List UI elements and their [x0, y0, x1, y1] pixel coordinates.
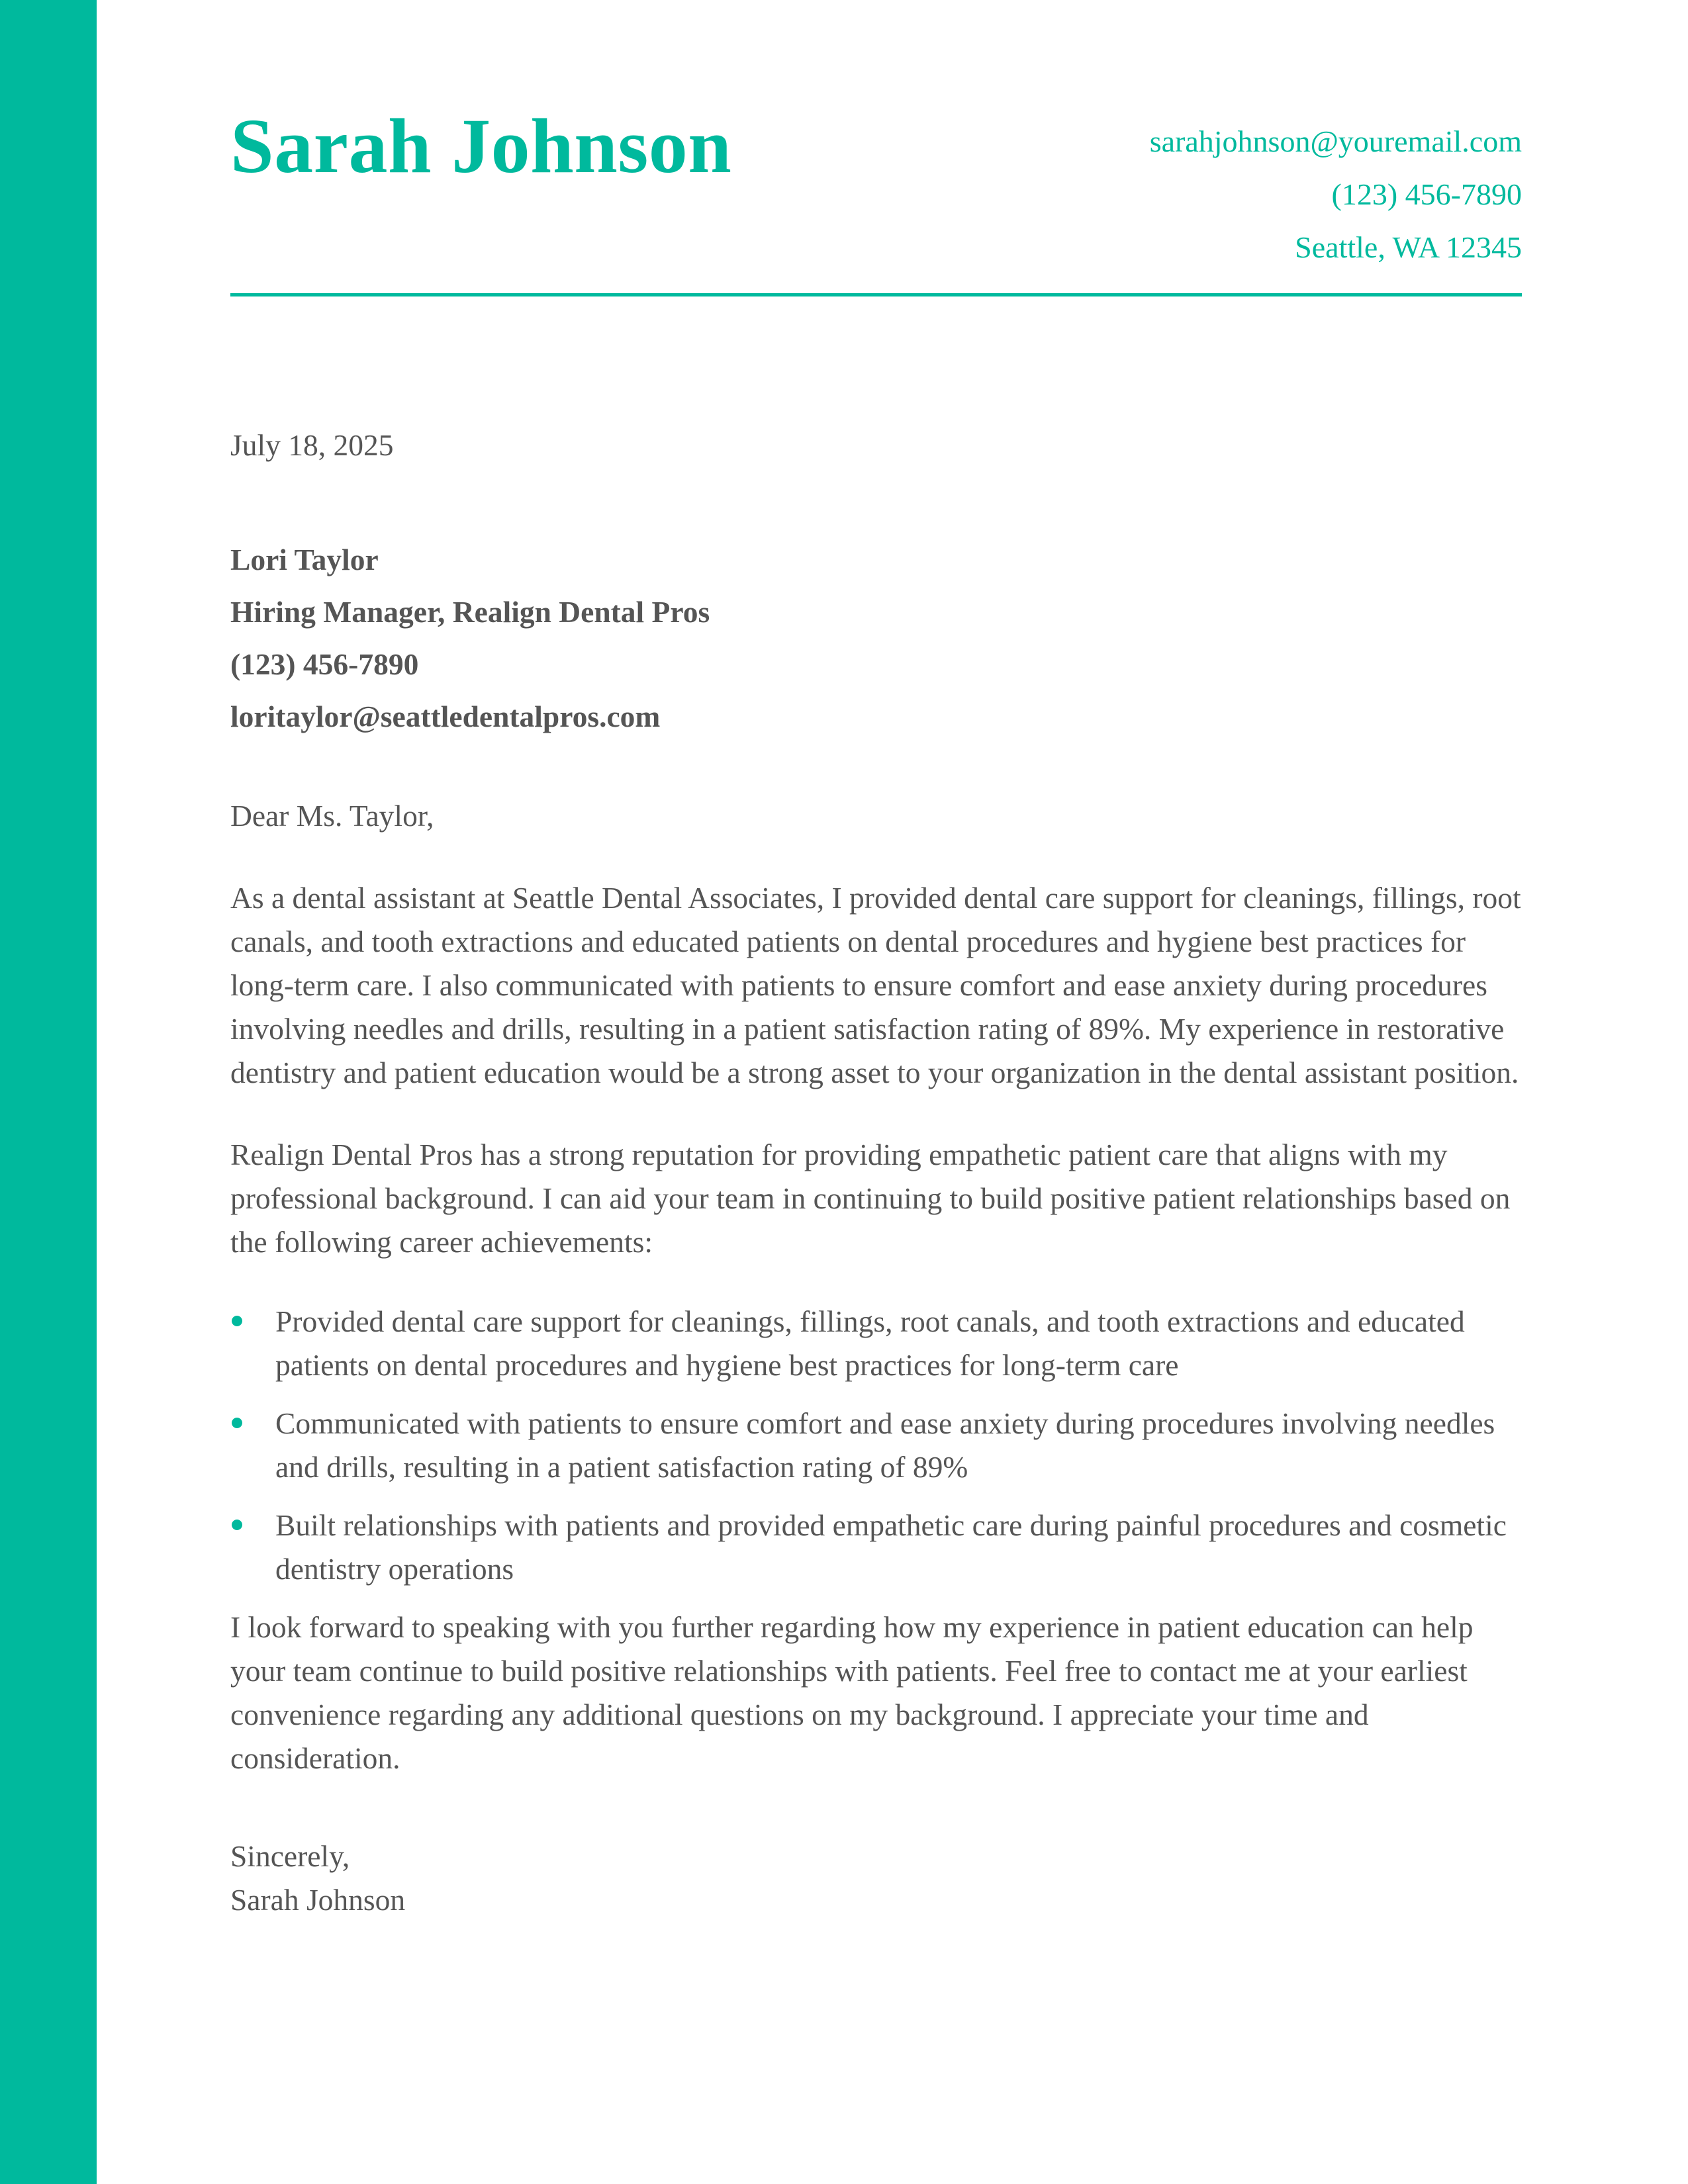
header-divider: [230, 293, 1522, 296]
recipient-email: loritaylor@seattledentalpros.com: [230, 700, 661, 733]
achievement-text: Communicated with patients to ensure comfort and ease anxiety during procedures involving needles and drills, resulting in a patient satisfaction rating of 89%: [275, 1406, 1495, 1484]
recipient-name: Lori Taylor: [230, 543, 379, 576]
signature-name: Sarah Johnson: [230, 1883, 406, 1917]
list-item: [230, 1504, 1522, 1591]
sign-off-block: [230, 1835, 1522, 1922]
recipient-title: Hiring Manager, Realign Dental Pros: [230, 595, 710, 629]
paragraph-intro: As a dental assistant at Seattle Dental Associates, I provided dental care support for cleanings, fillings, root canals, and tooth extractions and educated patients on dental procedures and hygiene best practices for long-term care. I also communicated with patients to ensure comfort and ease anxiety during procedures involving needles and drills, resulting in a patient satisfaction rating of 89%. My experience in restorative dentistry and patient education would be a strong asset to your organization in the dental assistant position.: [230, 881, 1521, 1089]
recipient-block: [230, 533, 1522, 743]
letter-header: [230, 0, 1522, 296]
sender-email: sarahjohnson@youremail.com: [1149, 124, 1522, 158]
bullet-dot-icon: [232, 1418, 242, 1428]
salutation: Dear Ms. Taylor,: [230, 799, 434, 833]
paragraph-closing: I look forward to speaking with you further regarding how my experience in patient education can help your team continue to build positive relationships with patients. Feel free to contact me at your earliest convenience regarding any additional questions on my background. I appreciate your time and consideration.: [230, 1610, 1474, 1775]
letter-body: [230, 424, 1522, 1922]
achievements-list: [230, 1300, 1522, 1591]
list-item: [230, 1402, 1522, 1489]
sender-name: Sarah Johnson: [230, 103, 732, 189]
list-item: [230, 1300, 1522, 1387]
sender-contact-block: [1150, 115, 1522, 274]
paragraph-company-fit: Realign Dental Pros has a strong reputation for providing empathetic patient care that aligns with my professional background. I can aid your team in continuing to build positive patient relationships based on the following career achievements:: [230, 1138, 1511, 1259]
accent-sidebar: [0, 0, 97, 2184]
sender-phone: (123) 456-7890: [1331, 177, 1522, 211]
letter-date: July 18, 2025: [230, 428, 394, 462]
cover-letter-page: [230, 0, 1522, 2184]
bullet-dot-icon: [232, 1316, 242, 1326]
sender-location: Seattle, WA 12345: [1295, 230, 1522, 264]
achievement-text: Provided dental care support for cleanings, fillings, root canals, and tooth extractions and educated patients on dental procedures and hygiene best practices for long-term care: [275, 1304, 1465, 1382]
closing-phrase: Sincerely,: [230, 1839, 350, 1873]
bullet-dot-icon: [232, 1520, 242, 1530]
achievement-text: Built relationships with patients and provided empathetic care during painful procedures and cosmetic dentistry operations: [275, 1508, 1507, 1586]
recipient-phone: (123) 456-7890: [230, 647, 419, 681]
